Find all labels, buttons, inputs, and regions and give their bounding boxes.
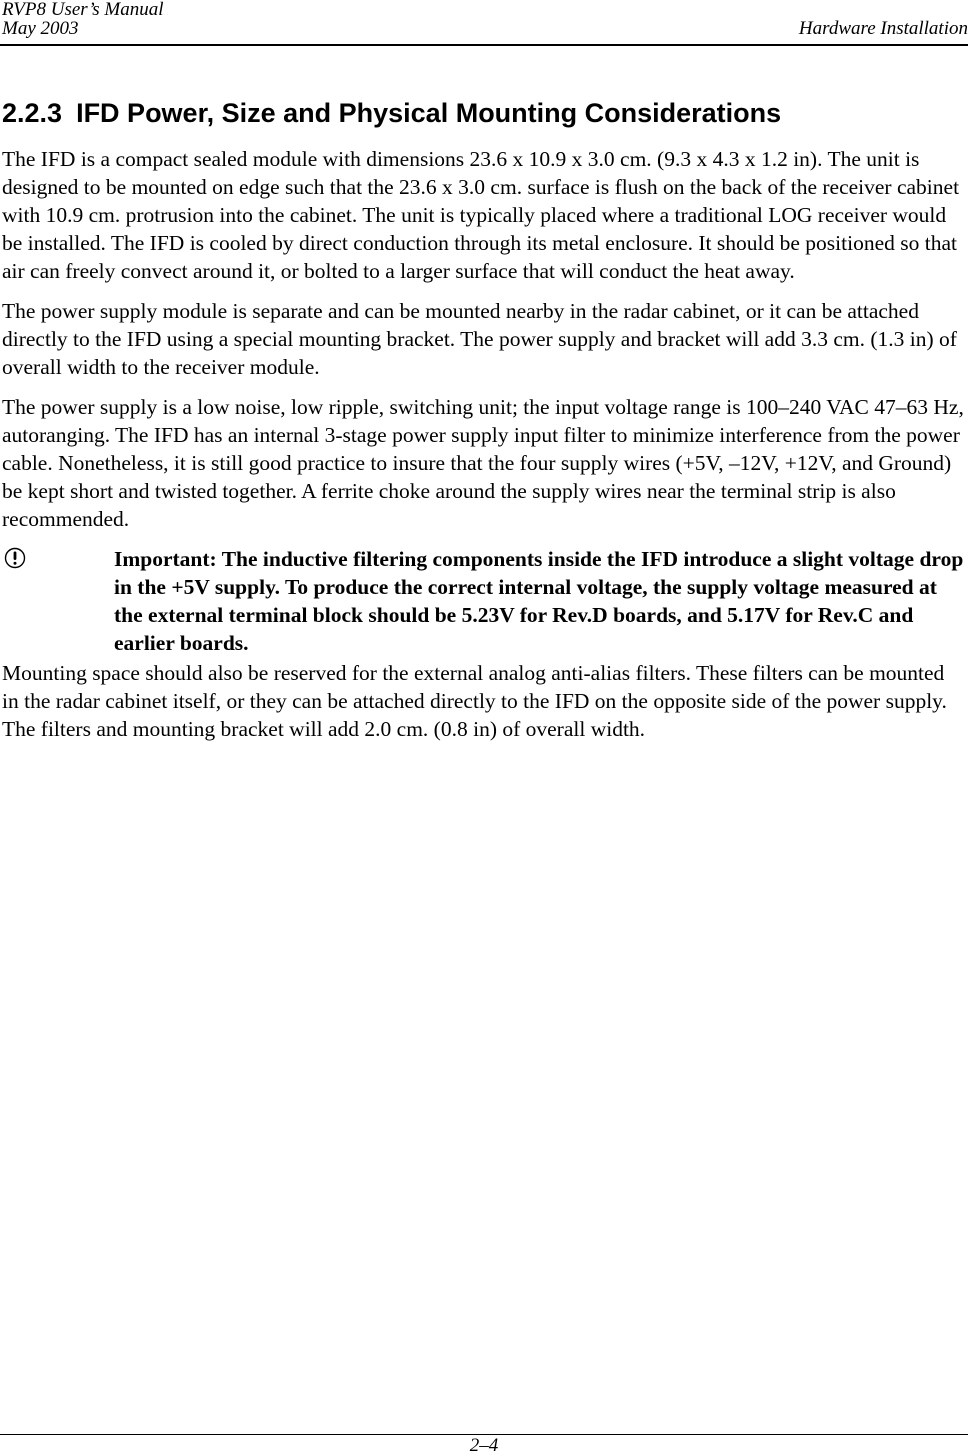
section-heading <box>2 96 781 130</box>
header-left <box>2 0 164 38</box>
chapter-title: Hardware Installation <box>798 18 968 39</box>
paragraph-power-supply: The power supply is a low noise, low ripple, switching unit; the input voltage range is 100–240 VAC 47–63 Hz, autoranging. The IFD has an internal 3-stage power supply input filter to minimize interference from the power cable. Nonetheless, it is still good practice to insure that the four supply wires (+5V, –12V, +12V, and Ground) be kept short and twisted together. A ferrite choke around the supply wires near the terminal strip is also recommended. <box>2 395 964 531</box>
section-title: IFD Power, Size and Physical Mounting Considerations <box>76 98 782 128</box>
paragraph-power-module: The power supply module is separate and can be mounted nearby in the radar cabinet, or it can be attached directly to the IFD using a special mounting bracket. The power supply and bracket will add 3.3 cm. (1.3 in) of overall width to the receiver module. <box>2 299 957 379</box>
important-note <box>2 545 966 657</box>
manual-title: RVP8 User’s Manual <box>2 0 164 20</box>
paragraph-dimensions: The IFD is a compact sealed module with dimensions 23.6 x 10.9 x 3.0 cm. (9.3 x 4.3 x 1.2 in). The unit is designed to be mounted on edge such that the 23.6 x 3.0 cm. surface is flush on the back of the receiver cabinet with 10.9 cm. protrusion into the cabinet. The unit is typically placed where a traditional LOG receiver would be installed. The IFD is cooled by direct conduction through its metal enclosure. It should be positioned so that air can freely convect around it, or bolted to a larger surface that will conduct the heat away. <box>2 147 960 283</box>
section-number: 2.2.3 <box>2 98 63 128</box>
important-note-text: Important: The inductive filtering components inside the IFD introduce a slight voltage drop in the +5V supply. To produce the correct internal voltage, the supply voltage measured at the external terminal block should be 5.23V for Rev.D boards, and 5.17V for Rev.C and earlier boards. <box>114 547 964 655</box>
page-number: 2–4 <box>469 1435 499 1456</box>
paragraph-anti-alias: Mounting space should also be reserved for the external analog anti-alias filters. These filters can be mounted in the radar cabinet itself, or they can be attached directly to the IFD on the opposite side of the power supply. The filters and mounting bracket will add 2.0 cm. (0.8 in) of overall width. <box>2 661 947 741</box>
manual-date: May 2003 <box>2 18 79 39</box>
important-icon <box>4 547 26 569</box>
body-text <box>2 145 966 755</box>
page-header <box>0 0 968 46</box>
